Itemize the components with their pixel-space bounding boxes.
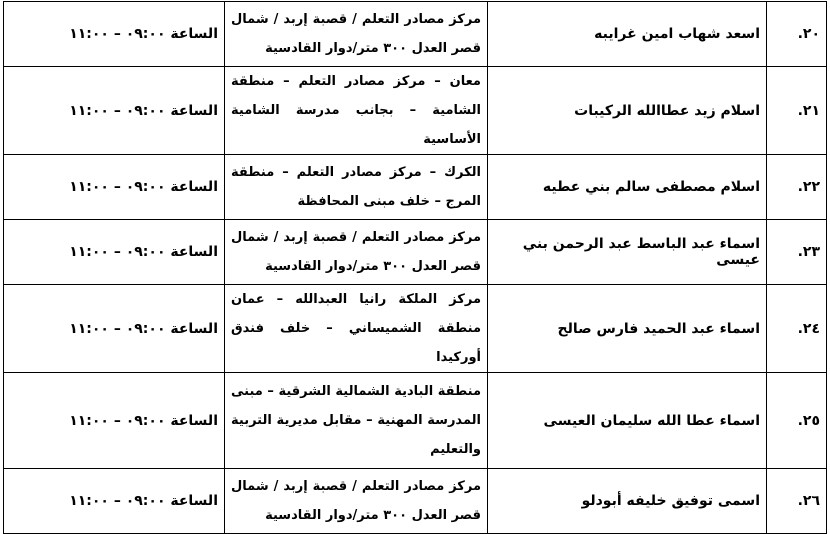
- exam-time: الساعة ٠٩:٠٠ – ١١:٠٠: [4, 373, 225, 469]
- candidate-name: اسعد شهاب امين غرايبه: [488, 2, 767, 67]
- row-number: ٢٦.: [767, 469, 827, 534]
- exam-location: الكرك – مركز مصادر التعلم – منطقة المرج – خلف مبنى المحافظة: [225, 155, 488, 220]
- row-number: ٢٠.: [767, 2, 827, 67]
- table-row: [4, 67, 827, 155]
- exam-time: الساعة ٠٩:٠٠ – ١١:٠٠: [4, 155, 225, 220]
- row-number: ٢٥.: [767, 373, 827, 469]
- exam-location: منطقة البادية الشمالية الشرقية – مبنى المدرسة المهنية – مقابل مديرية التربية والتعليم: [225, 373, 488, 469]
- candidate-name: اسماء عطا الله سليمان العيسى: [488, 373, 767, 469]
- exam-time: الساعة ٠٩:٠٠ – ١١:٠٠: [4, 67, 225, 155]
- exam-time: الساعة ٠٩:٠٠ – ١١:٠٠: [4, 2, 225, 67]
- candidate-name: اسلام مصطفى سالم بني عطيه: [488, 155, 767, 220]
- exam-location: مركز الملكة رانيا العبدالله – عمان منطقة الشميساني – خلف فندق أوركيدا: [225, 285, 488, 373]
- row-number: ٢٤.: [767, 285, 827, 373]
- exam-time: الساعة ٠٩:٠٠ – ١١:٠٠: [4, 285, 225, 373]
- row-number: ٢١.: [767, 67, 827, 155]
- exam-time: الساعة ٠٩:٠٠ – ١١:٠٠: [4, 220, 225, 285]
- candidate-name: اسمى توفيق خليفه أبودلو: [488, 469, 767, 534]
- candidate-name: اسلام زيد عطاالله الركيبات: [488, 67, 767, 155]
- table-row: [4, 469, 827, 534]
- table-row: [4, 220, 827, 285]
- exam-location: مركز مصادر التعلم / قصبة إربد / شمال قصر العدل ٣٠٠ متر/دوار القادسية: [225, 220, 488, 285]
- table-row: [4, 373, 827, 469]
- candidate-name: اسماء عبد الباسط عبد الرحمن بني عيسى: [488, 220, 767, 285]
- exam-location: مركز مصادر التعلم / قصبة إربد / شمال قصر العدل ٣٠٠ متر/دوار القادسية: [225, 469, 488, 534]
- candidate-name: اسماء عبد الحميد فارس صالح: [488, 285, 767, 373]
- table-row: [4, 285, 827, 373]
- table-row: [4, 155, 827, 220]
- row-number: ٢٢.: [767, 155, 827, 220]
- exam-location: مركز مصادر التعلم / قصبة إربد / شمال قصر العدل ٣٠٠ متر/دوار القادسية: [225, 2, 488, 67]
- exam-schedule-table: [3, 1, 827, 534]
- exam-time: الساعة ٠٩:٠٠ – ١١:٠٠: [4, 469, 225, 534]
- table-row: [4, 2, 827, 67]
- exam-location: معان – مركز مصادر التعلم – منطقة الشامية – بجانب مدرسة الشامية الأساسية: [225, 67, 488, 155]
- row-number: ٢٣.: [767, 220, 827, 285]
